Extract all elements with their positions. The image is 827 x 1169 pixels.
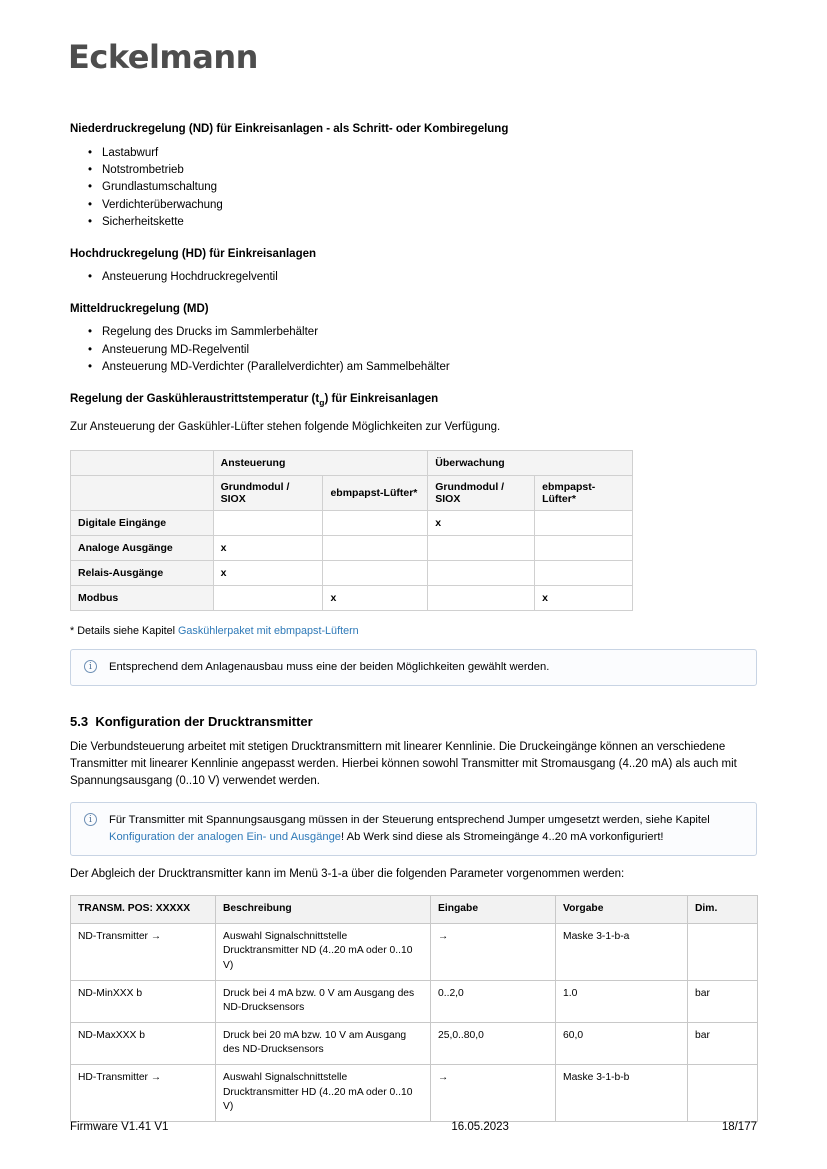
table-row xyxy=(71,1022,758,1064)
cell-default: Maske 3-1-b-a xyxy=(556,923,688,980)
footer-date: 16.05.2023 xyxy=(451,1121,509,1133)
list-item: • Lastabwurf xyxy=(88,145,757,162)
cell-value: x xyxy=(428,510,535,535)
table-row xyxy=(71,923,758,980)
cell-header: Grundmodul / SIOX xyxy=(428,475,535,510)
cell-parameter: ND-MaxXXX b xyxy=(71,1022,216,1064)
cell-header: ebmpapst-Lüfter* xyxy=(535,475,633,510)
column-header: Eingabe xyxy=(431,896,556,924)
cell-value xyxy=(323,560,428,585)
cell-parameter: ND-Transmitter → xyxy=(71,923,216,980)
cell-value: x xyxy=(535,585,633,610)
cell-dimension: bar xyxy=(688,1022,758,1064)
row-label: Digitale Eingänge xyxy=(71,510,214,535)
column-header: TRANSM. POS: XXXXX xyxy=(71,896,216,924)
page-footer xyxy=(70,1121,757,1133)
table-sub-header-row xyxy=(71,475,633,510)
table-row xyxy=(71,585,633,610)
heading-part-2: ) für Einkreisanlagen xyxy=(324,392,439,405)
heading-subscript: g xyxy=(319,397,325,408)
cell-value xyxy=(535,510,633,535)
column-header: Dim. xyxy=(688,896,758,924)
cell-input: 0..2,0 xyxy=(431,980,556,1022)
cell-group-ueberwachung: Überwachung xyxy=(428,450,633,475)
cell-input: → xyxy=(431,1065,556,1122)
section-53-paragraph: Die Verbundsteuerung arbeitet mit stetigen Drucktransmittern mit linearer Kennlinie. Die Druckeingänge können an verschiedene Transmitter mit linearer Kennlinie angepasst werden. Hierbei können sowohl Transmitter mit Stromausgang (4..20 mA) als auch mit Spannungsausgang (0..10 V) verwendet werden. xyxy=(70,740,737,788)
cell-default: Maske 3-1-b-b xyxy=(556,1065,688,1122)
table-row xyxy=(71,510,633,535)
cell-value xyxy=(213,510,323,535)
cell-value xyxy=(428,585,535,610)
row-label: Modbus xyxy=(71,585,214,610)
heading-part-1: Regelung der Gaskühleraustrittstemperatur (t xyxy=(70,392,320,405)
list-item: • Notstrombetrieb xyxy=(88,162,757,179)
list-item: • Verdichterüberwachung xyxy=(88,197,757,214)
brand-logo: Eckelmann xyxy=(68,38,258,76)
table-footnote xyxy=(70,625,757,637)
cell-description: Auswahl Signalschnittstelle Drucktransmitter HD (4..20 mA oder 0..10 V) xyxy=(216,1065,431,1122)
footer-page-number: 18/177 xyxy=(721,1121,757,1133)
cell-input: 25,0..80,0 xyxy=(431,1022,556,1064)
cell-value xyxy=(535,535,633,560)
cell-value xyxy=(213,585,323,610)
column-header: Vorgabe xyxy=(556,896,688,924)
cell-parameter: ND-MinXXX b xyxy=(71,980,216,1022)
section-number: 5.3 xyxy=(70,713,89,729)
cell-description: Auswahl Signalschnittstelle Drucktransmitter ND (4..20 mA oder 0..10 V) xyxy=(216,923,431,980)
cell-dimension xyxy=(688,923,758,980)
info-icon: i xyxy=(84,813,97,826)
cell-dimension xyxy=(688,1065,758,1122)
cell-header: Grundmodul / SIOX xyxy=(213,475,323,510)
note-box-anlagenausbau xyxy=(70,649,757,686)
table2-intro: Der Abgleich der Drucktransmitter kann im Menü 3-1-a über die folgenden Parameter vorgenommen werden: xyxy=(70,867,625,880)
cell-header: ebmpapst-Lüfter* xyxy=(323,475,428,510)
table-row xyxy=(71,980,758,1022)
table-row xyxy=(71,535,633,560)
column-header: Beschreibung xyxy=(216,896,431,924)
cell-group-ansteuerung: Ansteuerung xyxy=(213,450,428,475)
row-label: Relais-Ausgänge xyxy=(71,560,214,585)
table-row xyxy=(71,560,633,585)
table-row xyxy=(71,1065,758,1122)
section-title-53 xyxy=(70,714,757,729)
chapter-link-analoge-ein-ausgaenge[interactable]: Konfiguration der analogen Ein- und Ausgänge xyxy=(109,831,342,844)
section-name: Konfiguration der Drucktransmitter xyxy=(95,713,313,729)
page-content xyxy=(70,122,757,1122)
note-text: Entsprechend dem Anlagenausbau muss eine der beiden Möglichkeiten gewählt werden. xyxy=(109,660,550,673)
row-label: Analoge Ausgänge xyxy=(71,535,214,560)
list-item: • Grundlastumschaltung xyxy=(88,179,757,196)
cell-empty xyxy=(71,475,214,510)
list-item: • Ansteuerung MD-Regelventil xyxy=(88,342,757,359)
list-item: • Sicherheitskette xyxy=(88,214,757,231)
table-ansteuerung-ueberwachung xyxy=(70,450,633,611)
section-heading-gaskuehler xyxy=(70,392,757,409)
note-text-part2: ! Ab Werk sind diese als Stromeingänge 4..20 mA vorkonfiguriert! xyxy=(341,831,664,844)
cell-description: Druck bei 20 mA bzw. 10 V am Ausgang des ND-Drucksensors xyxy=(216,1022,431,1064)
cell-default: 60,0 xyxy=(556,1022,688,1064)
gaskuehler-intro: Zur Ansteuerung der Gaskühler-Lüfter stehen folgende Möglichkeiten zur Verfügung. xyxy=(70,420,501,433)
table-header-row xyxy=(71,896,758,924)
cell-dimension: bar xyxy=(688,980,758,1022)
cell-value xyxy=(428,535,535,560)
footnote-text: * Details siehe Kapitel xyxy=(70,624,179,637)
section-heading-md: Mitteldruckregelung (MD) xyxy=(70,302,209,315)
cell-value: x xyxy=(213,535,323,560)
list-item: • Ansteuerung Hochdruckregelventil xyxy=(88,269,757,286)
list-md xyxy=(70,324,757,376)
cell-value xyxy=(428,560,535,585)
list-hd xyxy=(70,269,757,286)
cell-input: → xyxy=(431,923,556,980)
cell-value xyxy=(323,510,428,535)
note-text-part1: Für Transmitter mit Spannungsausgang müssen in der Steuerung entsprechend Jumper umgesetzt werden, siehe Kapitel xyxy=(109,814,710,827)
chapter-link-gaskuehlerpaket[interactable]: Gaskühlerpaket mit ebmpapst-Lüftern xyxy=(178,624,359,637)
table-drucktransmitter-parameter xyxy=(70,895,758,1122)
footer-firmware: Firmware V1.41 V1 xyxy=(70,1121,169,1133)
cell-parameter: HD-Transmitter → xyxy=(71,1065,216,1122)
info-icon: i xyxy=(84,660,97,673)
section-heading-nd: Niederdruckregelung (ND) für Einkreisanlagen - als Schritt- oder Kombiregelung xyxy=(70,123,509,135)
cell-value xyxy=(535,560,633,585)
cell-value: x xyxy=(213,560,323,585)
cell-value xyxy=(323,535,428,560)
cell-empty xyxy=(71,450,214,475)
cell-description: Druck bei 4 mA bzw. 0 V am Ausgang des ND-Drucksensors xyxy=(216,980,431,1022)
table-group-header-row xyxy=(71,450,633,475)
cell-default: 1.0 xyxy=(556,980,688,1022)
list-item: • Ansteuerung MD-Verdichter (Parallelverdichter) am Sammelbehälter xyxy=(88,359,757,376)
list-nd xyxy=(70,145,757,232)
section-heading-hd: Hochdruckregelung (HD) für Einkreisanlagen xyxy=(70,247,317,260)
list-item: • Regelung des Drucks im Sammlerbehälter xyxy=(88,324,757,341)
cell-value: x xyxy=(323,585,428,610)
note-box-jumper xyxy=(70,802,757,856)
